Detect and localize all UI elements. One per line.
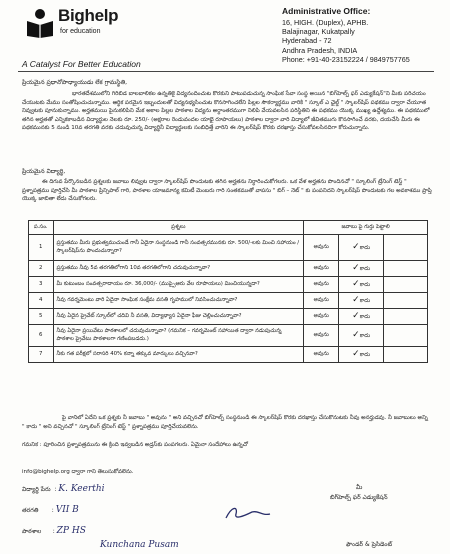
org-signature: బిగ్‌హెల్ప్ ఫర్ ఎడ్యుకేషన్: [330, 494, 388, 501]
table-row: [29, 277, 428, 293]
founder-title: ఫౌండర్ & ప్రెసిడెంట్: [346, 541, 393, 548]
checkmark-icon: ✓: [352, 330, 360, 341]
address-line: Balajinagar, Kukatpally: [282, 27, 355, 37]
row-number: 2: [29, 261, 54, 277]
bighelp-logo: [26, 6, 146, 50]
blank-cell: [383, 325, 427, 347]
answer-yes[interactable]: అవును: [304, 235, 339, 261]
header-number: ప.సం.: [29, 221, 54, 235]
class-label: తరగతి: [22, 507, 39, 514]
result-paragraph: పై వానిలో ఏదేని ఒక ప్రశ్నకు నీ జవాబు " అవును " అని వచ్చినచో బిగ్‌హెల్ప్ సంస్థనుండి ఈ స్కాలర్‌షిప్ కొరకు దరఖాస్తు చేసుకొనుటకు నీవు అనర్హుడవు. నీ జవాబులు అన్ని " కాదు " అని వచ్చినచో " స్కూలింగ్ ట్రేనింగ్ టెస్ట్ " ప్రశ్నాపత్రము పూర్తిచేయవలెను.: [22, 415, 428, 430]
table-row: [29, 235, 428, 261]
table-row: [29, 309, 428, 325]
answer-yes[interactable]: అవును: [304, 347, 339, 363]
school-extra-value[interactable]: Kunchana Pusam: [100, 540, 179, 550]
answer-no[interactable]: [339, 261, 383, 277]
book-person-icon: [26, 8, 54, 38]
student-name-label: విద్యార్థి పేరు: [22, 486, 51, 493]
answer-no-label: కాదు: [359, 266, 371, 273]
header-questions: ప్రశ్నలు: [53, 221, 304, 235]
row-number: 5: [29, 309, 54, 325]
office-address: [282, 6, 432, 64]
email-line: info@bighelp.org ద్వారా గాని తెలుసుకోవలెను.: [22, 469, 134, 475]
office-title: Administrative Office:: [282, 6, 371, 16]
answer-no-label: కాదు: [359, 314, 371, 321]
question-text: నీవు గవర్నమెంటు వారి ఏదైనా సాంఘిక సంక్షేమ వసతి గృహములో నివసించుచున్నావా?: [53, 293, 304, 309]
answer-no-label: కాదు: [359, 298, 371, 305]
table-header-row: [29, 221, 428, 235]
answer-no[interactable]: [339, 235, 383, 261]
question-text: నీకు గత పరీక్షలో సరాసరి 40% కన్నా తక్కువ మార్కులు వచ్చినవా?: [53, 347, 304, 363]
table-row: [29, 325, 428, 347]
answer-no[interactable]: [339, 277, 383, 293]
answer-no[interactable]: [339, 293, 383, 309]
checkmark-icon: ✓: [352, 279, 360, 290]
blank-cell: [383, 293, 427, 309]
answer-no-label: కాదు: [359, 352, 371, 359]
eligibility-table: [28, 220, 428, 363]
table-row: [29, 261, 428, 277]
tagline: A Catalyst For Better Education: [22, 59, 141, 69]
question-text: నీవు ఏదైన ప్రైవేట్ స్కూల్‌లో చదివి నీ వసతి, విద్యాభ్యాస ఏదైనా ఫీజు చెల్లించుచున్నావా?: [53, 309, 304, 325]
checkmark-icon: ✓: [352, 263, 360, 274]
answer-no[interactable]: [339, 347, 383, 363]
class-row: తరగతి : VII B: [22, 505, 79, 515]
school-extra-row: [100, 540, 179, 550]
row-number: 7: [29, 347, 54, 363]
answer-yes[interactable]: అవును: [304, 261, 339, 277]
student-name-row: విద్యార్థి పేరు : K. Keerthi: [22, 484, 105, 494]
blank-cell: [383, 235, 427, 261]
question-text: ప్రస్తుతము మీరు ప్రభుత్వముచుండే గానీ ఏదైనా సంస్థనుండి గానీ సంవత్సరమునకు రూ. 500/-లకు మించి సహాయం / స్కాలర్‌షిప్‌ను పొందుచున్నారా?: [53, 235, 304, 261]
header-answer: జవాబు పై గుర్తు పెట్టాలి: [304, 221, 428, 235]
row-number: 3: [29, 277, 54, 293]
checkmark-icon: ✓: [352, 349, 360, 360]
salutation: ప్రియమైన ప్రధానోపాధ్యాయుడు లేక గ్రామస్థితి,: [22, 79, 128, 86]
header-divider: [18, 71, 434, 72]
address-line: 16, HIGH. (Duplex), APHB.: [282, 18, 369, 27]
blank-cell: [383, 261, 427, 277]
class-value[interactable]: VII B: [55, 505, 79, 515]
answer-no[interactable]: [339, 309, 383, 325]
checkmark-icon: ✓: [352, 242, 360, 253]
brand-name: Bighelp: [58, 6, 119, 25]
checkmark-icon: ✓: [352, 311, 360, 322]
address-line: Andhra Pradesh, INDIA: [282, 45, 358, 55]
phone-line: Phone: +91-40-23152224 / 9849757765: [282, 54, 410, 64]
row-number: 1: [29, 235, 54, 261]
student-greeting: ప్రియమైన విద్యార్థి,: [22, 168, 66, 175]
blank-cell: [383, 309, 427, 325]
signature-mark: [222, 502, 282, 524]
checkmark-icon: ✓: [352, 295, 360, 306]
school-label: పాఠశాల: [22, 528, 42, 535]
answer-yes[interactable]: అవును: [304, 277, 339, 293]
address-line: Hyderabad - 72: [282, 36, 332, 46]
table-row: [29, 293, 428, 309]
school-value[interactable]: ZP HS: [56, 526, 86, 536]
question-text: మీ కుటుంబం సంవత్సరాదాయం రూ. 36,000/- (ముప్పైఆరు వేల రూపాయలు) మించియున్నదా?: [53, 277, 304, 293]
student-name-value[interactable]: K. Keerthi: [58, 484, 105, 494]
table-row: [29, 347, 428, 363]
question-text: ప్రస్తుతము నీవు 5వ తరగతిలోగాని 10వ తరగతిలోగాని చదువుచున్నావా?: [53, 261, 304, 277]
intro-paragraph: భారతదేశములోని గిరిబిడ బాలబాలికల ఉన్నతికై విద్యనందించుట కొరకుని పాటుపడుచున్న సాంఘిక సేవా సంస్థ అయిన "బిగ్‌హెల్ప్ ఫర్ ఎడ్యుకేషన్"ని మీకు పరిచయం చేయుటకు మేము సంతోషించుచున్నాము. ఆర్థిక పరమైన ఇబ్బందులతో విద్యనభ్యసించుట కొనసాగించలేని పిల్లల సౌకర్యార్థము వారికి " స్కూల్ ఎ ఛైల్డ్ " స్కాలర్‌షిప్ పథకము ద్వారా చేయూత నివ్వుటకు పూనుకున్నాము. అర్హతమయి పైనుకలిపిని మేక అకాల పిల్లల పాఠశాల విద్యను అర్ధాంతరముగా నిలిపి వేయవలసిన పరిస్థితిని ఈ పథకము యొక్క ముఖ్య ఉద్దేశ్యము. ఈ పథకములో తగిన అర్హతతో ఎన్నికకాబడిన విద్యార్థుల నెలకు రూ. 250/- (అక్షరాల రెండువందల యాభై రూపాయలు) పాఠశాల ద్వారా వారి విద్యాలో జీవితముగు కొనసాగించే వరకు, దయచేసి మీరు ఈ పథకమునకు 5 నుండి 10వ తరగతి వరకు చదువుచున్న విద్యార్థినీ విద్యార్థులకు సంబిధిత్తే వారిని ఈ స్కాలర్‌షిప్ కొరకు దరఖాస్తు చేసుకోవలసినదిగా కోరుచున్నాను.: [22, 91, 430, 132]
note-line: గమనిక : పూరించిన ప్రశ్నాపత్రమును ఈ క్రింది ఇవ్వబడిన అడ్రస్‌కు పంపగలరు. ఏమైనా సందేహాలు ఉన్నచో: [22, 442, 248, 448]
answer-no-label: కాదు: [359, 245, 371, 252]
answer-no-label: కాదు: [359, 282, 371, 289]
closing-yours: మీ: [356, 484, 363, 491]
question-text: నీవు ఏదైనా ప్రయివేటు పాఠశాలలో చదువుచున్నావా? (గమనిక – గవర్నమెంట్ సహాయిత ద్వారా నడుపుచున్న పాఠశాల ప్రైవేటు పాఠశాలగా గణింపబడదు.): [53, 325, 304, 347]
answer-no-label: కాదు: [359, 333, 371, 340]
answer-yes[interactable]: అవును: [304, 325, 339, 347]
answer-no[interactable]: [339, 325, 383, 347]
blank-cell: [383, 277, 427, 293]
instructions-paragraph: ఈ దిగువ పేర్కొనబడిన ప్రశ్నలకు జవాబు లివ్వుట ద్వారా స్కాలర్‌షిప్ పొందుటకు తగిన అర్హతను నిర్ధారించుకోగలరు. ఒక వేళ అర్హతను పొందినచో " స్కూలింగ్ ట్రేనింగ్ టెస్ట్ " ప్రశ్నాపత్రము పూర్తిచేసి మీ పాఠశాల ప్రిన్సిపాల్ గారి, పాఠశాల యాజమాన్య కమిటీ మెంబరు గారి సంతకముతో వాపసు " బిగ్ – నెట్ " కు పంపనిదని స్కాలర్‌షిప్ పొందుటకు గల అవకాశము ప్రాప్తి యొక్క జాబితా లేదు చేసుకోగలరు.: [22, 179, 432, 203]
answer-yes[interactable]: అవును: [304, 309, 339, 325]
brand-subtitle: for education: [60, 28, 101, 35]
row-number: 4: [29, 293, 54, 309]
school-row: పాఠశాల : ZP HS: [22, 526, 86, 536]
answer-yes[interactable]: అవును: [304, 293, 339, 309]
blank-cell: [383, 347, 427, 363]
row-number: 6: [29, 325, 54, 347]
